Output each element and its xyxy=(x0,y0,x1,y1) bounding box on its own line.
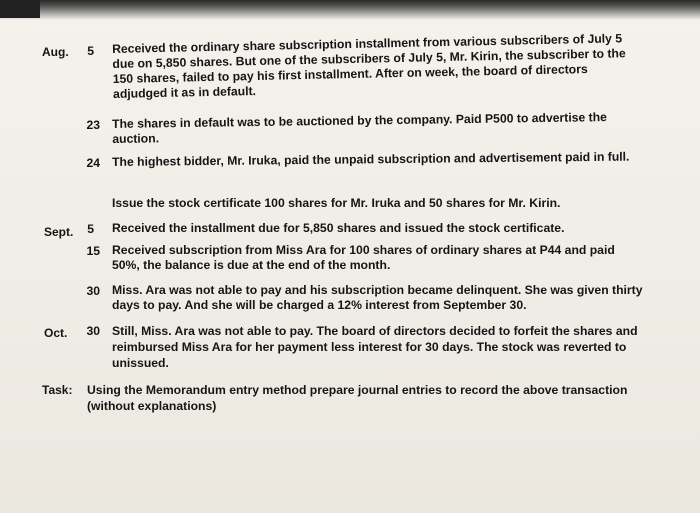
entry-day: 5 xyxy=(87,44,94,58)
entry-text: Received the ordinary share subscription installment from various subscribers of July 5 due on 5,850 shares. But one of the subscribers of July 5, Mr. Kirin, the subscriber to the 150 shares, failed to pay his first installment. After on week, the board of directors adjudged it as in default. xyxy=(112,31,626,101)
entry-day: 5 xyxy=(87,222,94,236)
entry-text: Received the installment due for 5,850 shares and issued the stock certificate. xyxy=(112,221,565,235)
entry-month: Aug. xyxy=(42,45,69,59)
page-top-shadow xyxy=(0,0,700,20)
entry-text: Received subscription from Miss Ara for 100 shares of ordinary shares at P44 and paid 50%, the balance is due at the end of the month. xyxy=(112,243,615,272)
task-text: Using the Memorandum entry method prepare journal entries to record the above transaction (without explanations) xyxy=(87,383,628,413)
entry-text: Miss. Ara was not able to pay and his subscription became delinquent. She was given thirty days to pay. And she will be charged a 12% interest from September 30. xyxy=(112,283,643,312)
entry-month: Sept. xyxy=(44,225,74,239)
page-corner-shadow xyxy=(0,0,40,18)
entry-text: The highest bidder, Mr. Iruka, paid the unpaid subscription and advertisement paid in full. xyxy=(112,149,630,169)
entry-text: The shares in default was to be auctioned by the company. Paid P500 to advertise the auction. xyxy=(112,110,608,146)
entry-text: Issue the stock certificate 100 shares for Mr. Iruka and 50 shares for Mr. Kirin. xyxy=(112,196,561,210)
task-label: Task: xyxy=(42,383,73,397)
entry-day: 23 xyxy=(86,118,100,132)
entry-day: 15 xyxy=(86,244,100,258)
entry-text: Still, Miss. Ara was not able to pay. The board of directors decided to forfeit the shares and reimbursed Miss Ara for her payment less interest for 30 days. The stock was reverted to unissued. xyxy=(112,324,638,370)
entry-day: 30 xyxy=(86,324,100,338)
entry-day: 30 xyxy=(86,284,100,298)
entry-month: Oct. xyxy=(44,326,68,340)
entry-day: 24 xyxy=(86,156,100,170)
